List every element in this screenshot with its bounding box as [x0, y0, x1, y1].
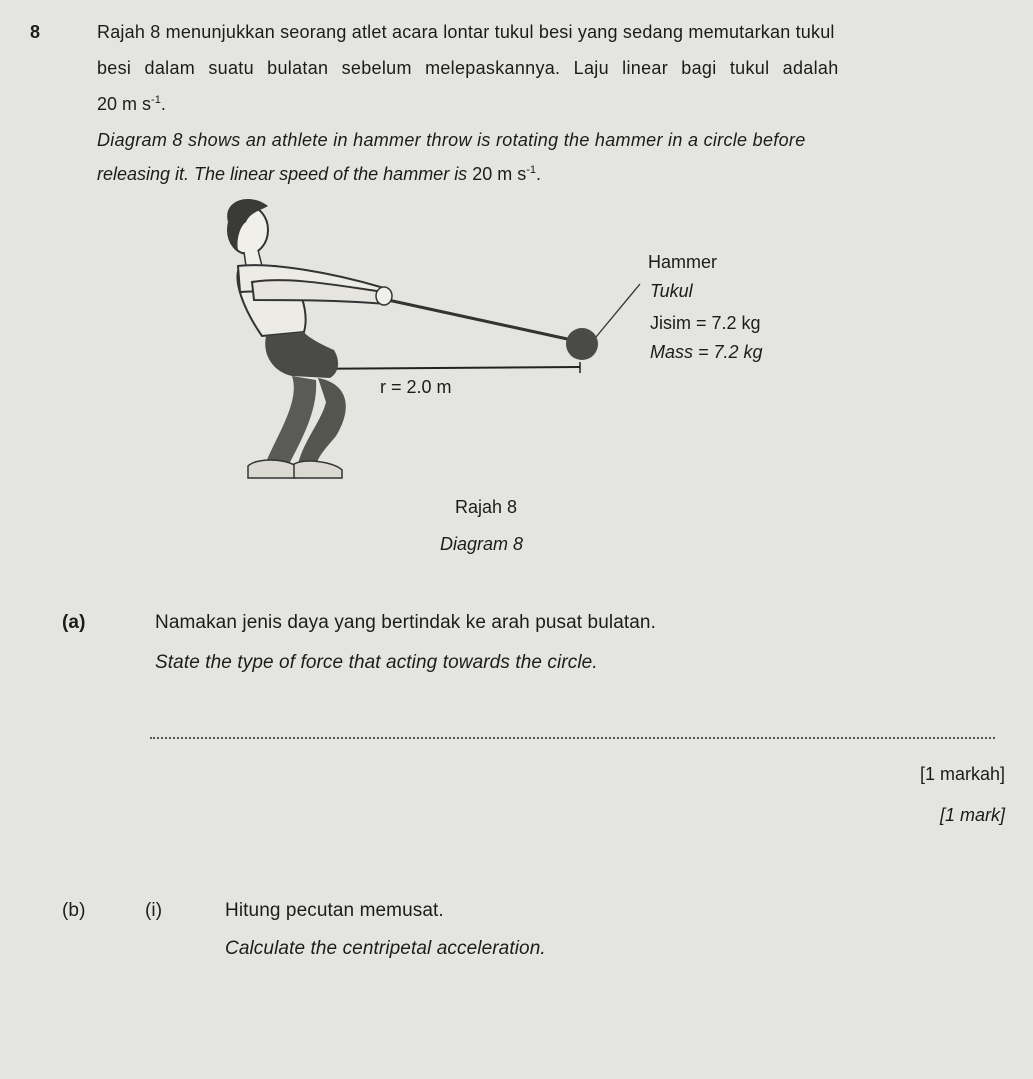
diagram-caption-malay: Rajah 8: [455, 497, 518, 517]
intro-english-line1: Diagram 8 shows an athlete in hammer throw is rotating the hammer in a circle before: [97, 130, 806, 150]
part-b-label: (b): [62, 900, 86, 921]
intro-malay-line1: Rajah 8 menunjukkan seorang atlet acara lontar tukul besi yang sedang memutarkan tukul: [97, 22, 835, 42]
part-b-malay: Hitung pecutan memusat.: [225, 900, 444, 921]
part-a-marks-malay: [1 markah]: [919, 764, 1005, 784]
intro-english-speed-value: 20 m s: [472, 164, 527, 184]
athlete-figure-icon: [227, 199, 392, 478]
intro-malay-line2: besi dalam suatu bulatan sebelum melepaskannya. Laju linear bagi tukul adalah: [97, 58, 839, 78]
intro-malay-speed-value: 20 m s: [97, 94, 152, 114]
label-radius: r = 2.0 m: [380, 377, 452, 397]
part-b-sub-label: (i): [145, 900, 163, 921]
part-a-label: (a): [62, 612, 86, 633]
diagram-caption-english: Diagram 8: [440, 534, 524, 554]
hammer-wire: [388, 300, 572, 340]
intro-malay-speed-exp: -1: [151, 94, 161, 106]
part-b-english: Calculate the centripetal acceleration.: [225, 938, 546, 959]
label-jisim: Jisim = 7.2 kg: [650, 313, 761, 333]
label-mass: Mass = 7.2 kg: [650, 342, 763, 362]
part-a-malay: Namakan jenis daya yang bertindak ke arah pusat bulatan.: [155, 612, 656, 633]
answer-line[interactable]: [150, 737, 995, 739]
part-a-english: State the type of force that acting towards the circle.: [155, 652, 598, 673]
intro-english-text: releasing it. The linear speed of the hammer is: [97, 164, 468, 184]
question-number: 8: [30, 22, 41, 42]
label-hammer: Hammer: [648, 252, 718, 272]
intro-english-speed-exp: -1: [526, 164, 537, 176]
hammer-pointer-line: [596, 284, 640, 337]
intro-english-end: .: [536, 164, 542, 184]
intro-malay-end: .: [160, 94, 166, 114]
hammer-ball-icon: [566, 328, 598, 360]
label-tukul: Tukul: [650, 281, 693, 301]
part-a-marks-english: [1 mark]: [939, 805, 1005, 825]
